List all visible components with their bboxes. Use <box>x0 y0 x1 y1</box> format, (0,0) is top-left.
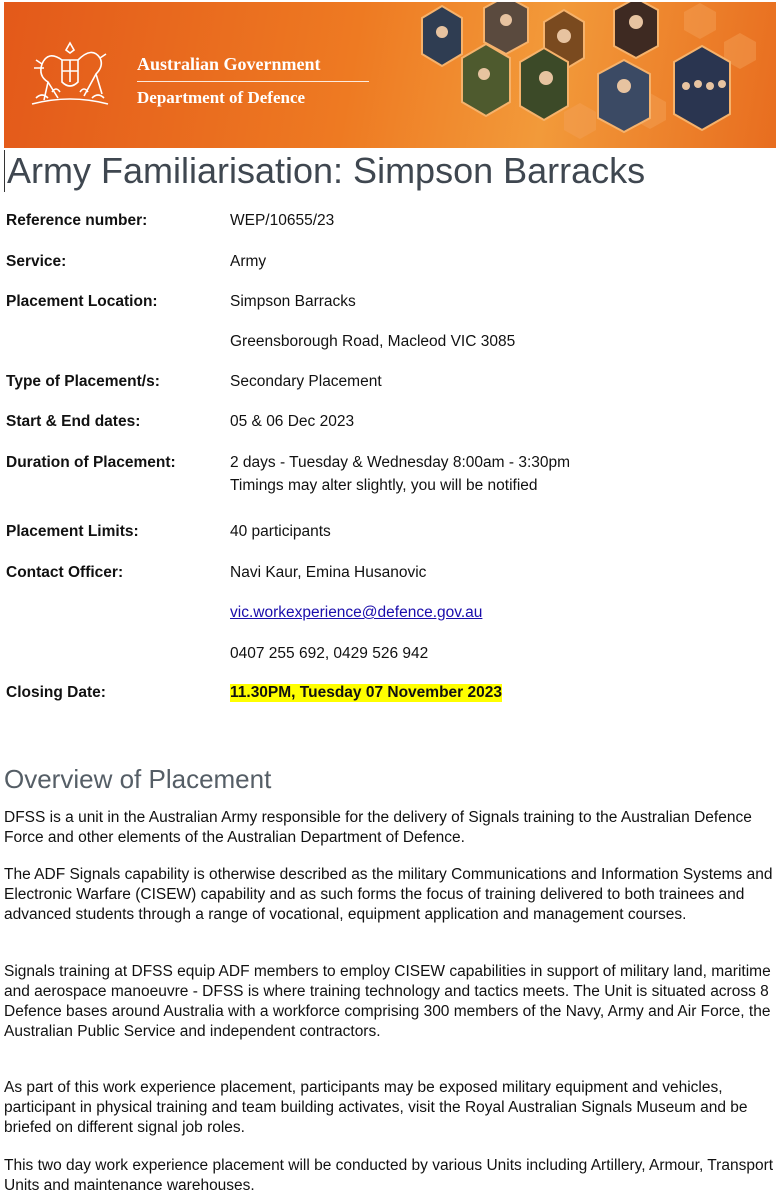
dates-label: Start & End dates: <box>6 413 141 430</box>
reference-value: WEP/10655/23 <box>230 212 335 229</box>
service-label: Service: <box>6 253 67 270</box>
overview-paragraph-2: The ADF Signals capability is otherwise described as the military Communications and Information Systems and Electronic Warfare (CISEW) capability and as such forms the focus of training delivered to both trainees and advanced students through a range of vocational, equipment application and management courses. <box>4 866 773 923</box>
dates-value: 05 & 06 Dec 2023 <box>230 413 355 430</box>
overview-paragraph-1: DFSS is a unit in the Australian Army responsible for the delivery of Signals training to the Australian Defence Force and other elements of the Australian Department of Defence. <box>4 809 752 846</box>
overview-paragraph-5: This two day work experience placement will be conducted by various Units including Artillery, Armour, Transport Units and maintenance warehouses. <box>4 1157 774 1194</box>
duration-note: Timings may alter slightly, you will be notified <box>230 477 538 494</box>
overview-paragraph-4: As part of this work experience placement, participants may be exposed military equipment and vehicles, participant in physical training and team building activates, visit the Royal Australian Signals Museum and be briefed on different signal job roles. <box>4 1079 748 1136</box>
coat-of-arms-icon <box>22 32 118 118</box>
overview-heading: Overview of Placement <box>4 764 272 794</box>
government-name: Australian Government <box>137 54 369 82</box>
closing-label: Closing Date: <box>6 684 106 701</box>
type-label: Type of Placement/s: <box>6 373 160 390</box>
page-title: Army Familiarisation: Simpson Barracks <box>4 150 645 192</box>
location-value: Simpson Barracks <box>230 293 356 310</box>
department-name: Department of Defence <box>137 88 306 107</box>
duration-value: 2 days - Tuesday & Wednesday 8:00am - 3:30pm <box>230 454 571 471</box>
contact-names: Navi Kaur, Emina Husanovic <box>230 564 427 581</box>
duration-label: Duration of Placement: <box>6 454 176 471</box>
contact-email-link[interactable]: vic.workexperience@defence.gov.au <box>230 604 483 621</box>
contact-phone: 0407 255 692, 0429 526 942 <box>230 645 429 662</box>
reference-label: Reference number: <box>6 212 148 229</box>
limits-label: Placement Limits: <box>6 523 139 540</box>
location-address: Greensborough Road, Macleod VIC 3085 <box>230 333 516 350</box>
contact-label: Contact Officer: <box>6 564 124 581</box>
hexagon-photo-collage <box>384 2 776 148</box>
overview-paragraph-3: Signals training at DFSS equip ADF members to employ CISEW capabilities in support of military land, maritime and aerospace manoeuvre - DFSS is where training technology and tactics meets. The Unit is situated across 8 Defence bases around Australia with a workforce comprising 300 members of the Navy, Army and Air Force, the Australian Public Service and independent contractors. <box>4 963 771 1040</box>
type-value: Secondary Placement <box>230 373 382 390</box>
limits-value: 40 participants <box>230 523 331 540</box>
service-value: Army <box>230 253 267 270</box>
header-banner <box>4 2 776 148</box>
closing-value: 11.30PM, Tuesday 07 November 2023 <box>230 684 502 701</box>
location-label: Placement Location: <box>6 293 158 310</box>
